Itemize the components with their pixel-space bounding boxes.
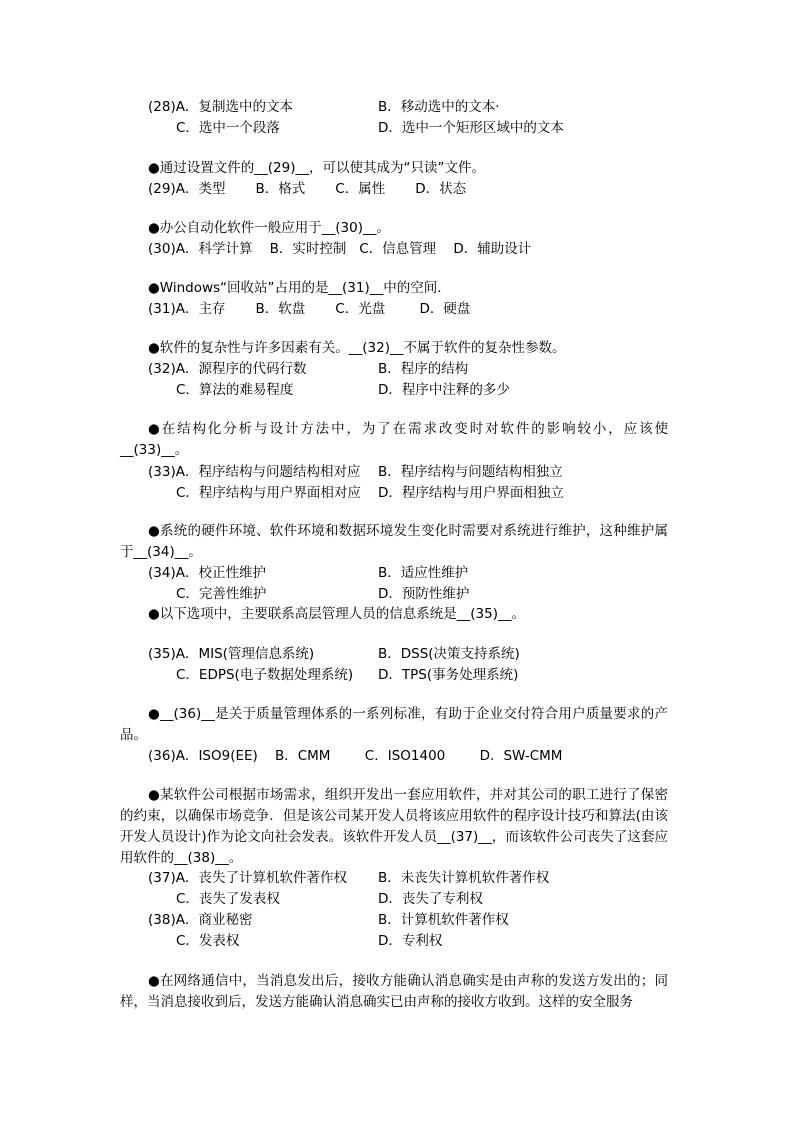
q33-option-a: (33)A．程序结构与问题结构相对应	[148, 464, 361, 480]
q38-option-d: D．专利权	[378, 933, 443, 949]
q34-option-b: B．适应性维护	[378, 565, 469, 581]
q37-option-a: (37)A．丧失了计算机软件著作权	[148, 870, 347, 886]
q28-option-a: (28)A．复制选中的文本	[148, 99, 293, 115]
q28-option-b: B．移动选中的文本·	[378, 99, 500, 115]
q32-question: ●软件的复杂性与许多因素有关。__(32)__不属于软件的复杂性参数。	[148, 340, 566, 356]
q39-question: ●在网络通信中，当消息发出后，接收方能确认消息确实是由声称的发送方发出的；同样，当消息接收到后，发送方能确认消息确实已由声称的接收方收到。这样的安全服务	[120, 973, 668, 1010]
q33-question: ●在结构化分析与设计方法中，为了在需求改变时对软件的影响较小，应该使__(33)__。	[120, 421, 668, 458]
q33-option-c: C．程序结构与用户界面相对应	[176, 485, 361, 501]
q37-option-d: D．丧失了专利权	[378, 891, 483, 907]
q38-option-c: C．发表权	[176, 933, 240, 949]
q30-question: ●办公自动化软件一般应用于__(30)__。	[148, 220, 390, 236]
q29-options: (29)A．类型 B．格式 C．属性 D．状态	[148, 181, 467, 197]
q30-options: (30)A．科学计算 B．实时控制 C．信息管理 D．辅助设计	[148, 241, 532, 257]
q33-option-b: B．程序结构与问题结构相独立	[378, 464, 563, 480]
q38-option-a: (38)A．商业秘密	[148, 912, 253, 928]
q28-option-c: C．选中一个段落	[176, 120, 280, 136]
q31-options: (31)A．主存 B．软盘 C．光盘 D．硬盘	[148, 301, 471, 317]
q33-option-d: D．程序结构与用户界面相独立	[378, 485, 564, 501]
q35-option-d: D．TPS(事务处理系统)	[378, 667, 519, 683]
q34-option-c: C．完善性维护	[176, 586, 267, 602]
q37-option-b: B．未丧失计算机软件著作权	[378, 870, 550, 886]
q38-option-b: B．计算机软件著作权	[378, 912, 509, 928]
q31-question: ●Windows“回收站”占用的是__(31)__中的空间.	[148, 280, 442, 296]
q34-question: ●系统的硬件环境、软件环境和数据环境发生变化时需要对系统进行维护，这种维护属于__(34)__。	[120, 523, 668, 560]
q35-option-a: (35)A．MIS(管理信息系统)	[148, 646, 315, 662]
q36-question: ●__(36)__是关于质量管理体系的一系列标准，有助于企业交付符合用户质量要求的产品。	[120, 706, 668, 743]
q36-options: (36)A．ISO9(EE) B．CMM C．ISO1400 D．SW-CMM	[148, 748, 563, 764]
q32-option-b: B．程序的结构	[378, 361, 469, 377]
q34-option-d: D．预防性维护	[378, 586, 470, 602]
q32-option-c: C．算法的难易程度	[176, 382, 294, 398]
q35-question: ●以下选项中，主要联系高层管理人员的信息系统是__(35)__。	[148, 606, 525, 622]
q37-38-question: ●某软件公司根据市场需求，组织开发出一套应用软件，并对其公司的职工进行了保密的约束，以确保市场竞争．但是该公司某开发人员将该应用软件的程序设计技巧和算法(由该开发人员设计)作为论文向社会发表。该软件开发人员__(37)__，而该软件公司丧失了这套应用软件的__(38)__。	[120, 787, 668, 866]
q32-option-d: D．程序中注释的多少	[378, 382, 510, 398]
q32-option-a: (32)A．源程序的代码行数	[148, 361, 307, 377]
q37-option-c: C．丧失了发表权	[176, 891, 280, 907]
q34-option-a: (34)A．校正性维护	[148, 565, 266, 581]
q35-option-b: B．DSS(决策支持系统)	[378, 646, 520, 662]
q29-question: ●通过设置文件的__(29)__，可以使其成为“只读”文件。	[148, 160, 485, 176]
q35-option-c: C．EDPS(电子数据处理系统)	[176, 667, 354, 683]
q28-option-d: D．选中一个矩形区域中的文本	[378, 120, 564, 136]
